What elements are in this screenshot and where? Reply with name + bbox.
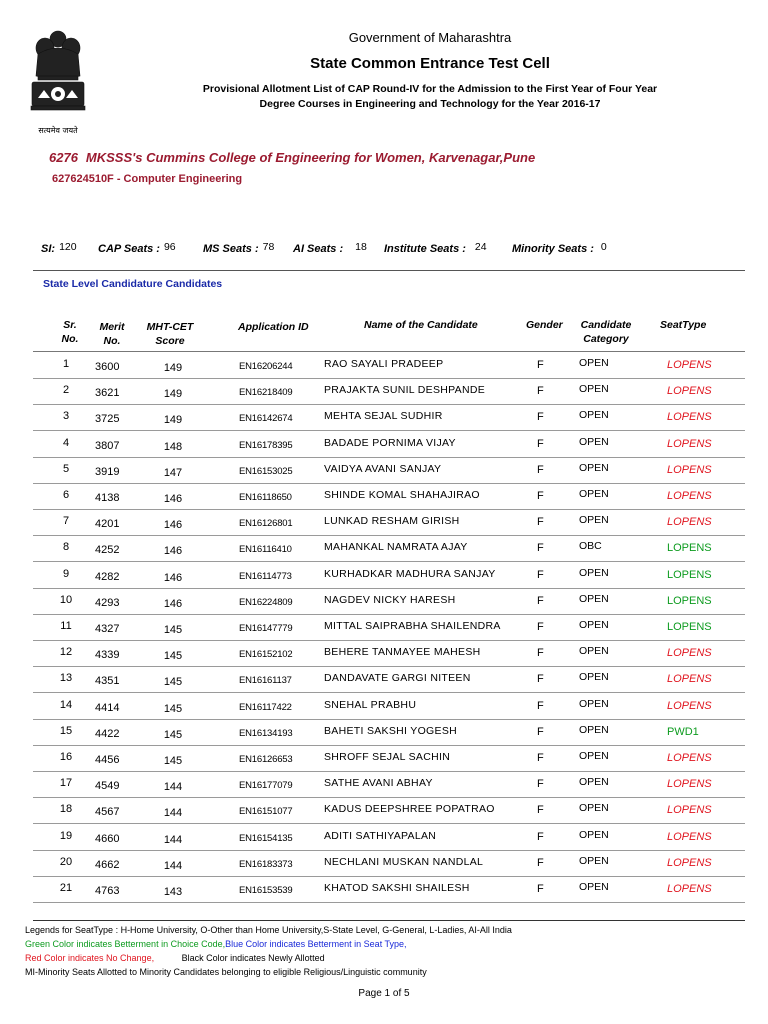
cell-name: NAGDEV NICKY HARESH — [324, 593, 456, 606]
cell-category: OBC — [579, 540, 602, 553]
cell-sr: 19 — [59, 829, 73, 842]
cell-gender: F — [537, 621, 544, 633]
cell-app: EN16161137 — [239, 675, 292, 687]
cell-app: EN16134193 — [239, 727, 293, 739]
cell-seat: LOPENS — [667, 856, 712, 869]
emblem-motto: सत्यमेव जयते — [38, 126, 78, 135]
cell-score: 148 — [163, 440, 183, 453]
cell-gender: F — [537, 385, 544, 398]
seats-ms — [203, 243, 274, 255]
table-row — [33, 641, 745, 667]
cell-merit: 4422 — [95, 727, 120, 740]
cell-score: 145 — [163, 676, 183, 689]
cell-name: RAO SAYALI PRADEEP — [324, 358, 444, 370]
cell-category: OPEN — [579, 488, 609, 500]
cell-category: OPEN — [579, 592, 609, 605]
cell-name: BEHERE TANMAYEE MAHESH — [324, 646, 481, 659]
cell-score: 146 — [163, 519, 183, 532]
college-heading — [49, 150, 535, 165]
cell-sr: 7 — [62, 515, 70, 528]
cell-category: OPEN — [579, 776, 609, 789]
course-heading: 627624510F - Computer Engineering — [52, 173, 243, 185]
cell-name: MITTAL SAIPRABHA SHAILENDRA — [324, 620, 501, 632]
cell-seat: LOPENS — [667, 516, 712, 529]
cell-score: 146 — [163, 571, 183, 584]
cell-merit: 3725 — [95, 413, 120, 426]
cell-app: EN16126653 — [239, 754, 293, 765]
seats-value: 18 — [355, 241, 367, 253]
table-row — [33, 877, 745, 903]
cell-name: PRAJAKTA SUNIL DESHPANDE — [324, 384, 486, 397]
table-row — [33, 353, 745, 379]
cell-app: EN16117422 — [239, 701, 292, 713]
college-name: MKSSS's Cummins College of Engineering for Women, Karvenagar,Pune — [85, 150, 536, 165]
cell-seat: LOPENS — [667, 883, 712, 895]
seats-institute — [384, 243, 487, 255]
cell-gender: F — [537, 359, 544, 371]
table-row — [33, 589, 745, 615]
cell-app: EN16153025 — [239, 465, 293, 477]
cell-app: EN16218409 — [239, 387, 293, 399]
cell-seat: PWD1 — [667, 725, 699, 738]
seats-minority — [512, 243, 607, 255]
table-row — [33, 536, 745, 562]
cell-score: 146 — [163, 493, 183, 505]
cell-seat: LOPENS — [667, 542, 712, 555]
header-divider — [33, 351, 745, 352]
cell-gender: F — [537, 883, 544, 895]
table-row — [33, 615, 745, 641]
table-row — [33, 667, 745, 693]
legend-red: Red Color indicates No Change, — [25, 953, 155, 963]
cell-sr: 20 — [59, 855, 73, 868]
cell-merit: 4351 — [95, 675, 120, 688]
table-row — [33, 379, 745, 405]
cell-merit: 4763 — [95, 885, 120, 897]
cell-merit: 4138 — [95, 492, 120, 504]
cell-merit: 4567 — [95, 806, 120, 819]
table-row — [33, 432, 745, 458]
cell-merit: 4339 — [95, 649, 120, 662]
cell-seat: LOPENS — [667, 699, 712, 712]
cell-score: 145 — [163, 755, 183, 767]
legend-minority: MI-Minority Seats Allotted to Minority Candidates belonging to eligible Religious/Linguistic community — [25, 967, 427, 977]
cell-merit: 4252 — [95, 544, 120, 557]
cell-category: OPEN — [579, 697, 609, 710]
table-row — [33, 563, 745, 589]
legend-seat-type: Legends for SeatType : H-Home University, O-Other than Home University,S-State Level, G-General, L-Ladies, AI-All India — [25, 925, 512, 935]
cell-sr: 6 — [62, 489, 70, 501]
cell-score: 144 — [163, 807, 183, 820]
cell-score: 144 — [163, 833, 183, 846]
cell-sr: 16 — [59, 751, 73, 763]
cell-merit: 4327 — [95, 623, 120, 635]
cell-merit: 3621 — [95, 387, 120, 400]
cell-category: OPEN — [579, 566, 609, 579]
cell-name: SHINDE KOMAL SHAHAJIRAO — [324, 489, 480, 501]
cell-score: 146 — [163, 597, 183, 610]
cell-category: OPEN — [579, 409, 609, 422]
cell-gender: F — [537, 516, 544, 529]
cell-merit: 4201 — [95, 518, 120, 531]
cell-merit: 3919 — [95, 465, 120, 478]
cell-app: EN16206244 — [239, 361, 293, 372]
cell-category: OPEN — [579, 645, 609, 658]
seats-label: AI Seats : — [293, 243, 344, 255]
cell-seat: LOPENS — [667, 647, 712, 660]
cell-category: OPEN — [579, 802, 609, 815]
cell-sr: 17 — [59, 777, 73, 790]
cell-seat: LOPENS — [667, 490, 712, 502]
seats-value: 78 — [262, 241, 275, 253]
seats-value: 24 — [474, 241, 487, 253]
cell-gender: F — [537, 490, 544, 502]
cell-category: OPEN — [579, 723, 609, 736]
seats-label: SI: — [41, 243, 56, 255]
divider — [33, 270, 745, 271]
cell-name: BAHETI SAKSHI YOGESH — [324, 724, 458, 737]
cell-gender: F — [537, 725, 544, 738]
cell-seat: LOPENS — [667, 673, 712, 686]
cell-name: SATHE AVANI ABHAY — [324, 777, 433, 790]
cell-merit: 3807 — [95, 439, 120, 452]
cell-app: EN16151077 — [239, 806, 293, 818]
cell-app: EN16152102 — [239, 649, 293, 661]
cell-gender: F — [537, 804, 544, 817]
col-score: MHT-CET Score — [146, 321, 194, 347]
cell-gender: F — [537, 542, 544, 555]
cell-app: EN16126801 — [239, 518, 293, 530]
cell-sr: 3 — [62, 410, 70, 423]
cell-seat: LOPENS — [667, 411, 712, 424]
seats-value: 120 — [59, 241, 77, 253]
cell-category: OPEN — [579, 357, 609, 369]
cell-score: 149 — [163, 362, 183, 374]
cell-app: EN16147779 — [239, 623, 293, 634]
cell-gender: F — [537, 594, 544, 607]
cell-sr: 21 — [59, 882, 73, 894]
cell-merit: 4293 — [95, 596, 120, 609]
cell-seat: LOPENS — [667, 621, 712, 633]
cell-score: 144 — [163, 859, 183, 872]
cell-app: EN16154135 — [239, 832, 293, 844]
cell-score: 145 — [163, 624, 183, 636]
cell-merit: 3600 — [95, 361, 120, 373]
table-row — [33, 484, 745, 510]
col-application-id: Application ID — [238, 321, 309, 333]
cell-seat: LOPENS — [667, 830, 712, 843]
cell-score: 144 — [163, 781, 183, 794]
col-name: Name of the Candidate — [364, 319, 478, 331]
cell-name: ADITI SATHIYAPALAN — [324, 829, 437, 842]
table-row — [33, 510, 745, 536]
cell-seat: LOPENS — [667, 594, 712, 607]
cell-gender: F — [537, 463, 544, 476]
cell-gender: F — [537, 673, 544, 686]
seats-si — [41, 243, 77, 255]
cell-score: 145 — [163, 728, 183, 741]
legend-colors-2 — [25, 953, 325, 963]
cell-merit: 4549 — [95, 780, 120, 793]
table-row — [33, 851, 745, 877]
subtitle-line-2: Degree Courses in Engineering and Technology for the Year 2016-17 — [259, 98, 601, 110]
seats-ai — [293, 243, 367, 255]
cell-app: EN16178395 — [239, 439, 293, 451]
seats-value: 0 — [600, 241, 607, 253]
cell-score: 147 — [163, 466, 183, 479]
legend-green: Green Color indicates Betterment in Choice Code, — [25, 939, 226, 949]
cell-app: EN16142674 — [239, 413, 293, 425]
legend-black: Black Color indicates Newly Allotted — [181, 953, 325, 963]
cell-name: MEHTA SEJAL SUDHIR — [324, 410, 443, 423]
cell-sr: 15 — [59, 724, 73, 737]
cell-name: BADADE PORNIMA VIJAY — [324, 436, 456, 449]
col-seat-type: SeatType — [660, 319, 707, 331]
cell-sr: 5 — [62, 462, 70, 475]
state-emblem — [28, 24, 88, 136]
cell-category: OPEN — [579, 383, 609, 396]
cell-name: DANDAVATE GARGI NITEEN — [324, 672, 471, 685]
cell-merit: 4456 — [95, 754, 120, 766]
cell-gender: F — [537, 830, 544, 843]
cell-category: OPEN — [579, 514, 609, 527]
cell-gender: F — [537, 411, 544, 424]
cell-sr: 10 — [59, 593, 73, 606]
cell-merit: 4660 — [95, 832, 120, 845]
table-row — [33, 798, 745, 824]
table-row — [33, 772, 745, 798]
cell-name: SHROFF SEJAL SACHIN — [324, 751, 451, 763]
table-row — [33, 746, 745, 772]
cell-seat: LOPENS — [667, 568, 712, 581]
cell-category: OPEN — [579, 671, 609, 684]
seats-label: Minority Seats : — [512, 243, 594, 255]
cell-gender: F — [537, 752, 544, 764]
cell-score: 149 — [163, 414, 183, 427]
cell-name: KURHADKAR MADHURA SANJAY — [324, 567, 496, 580]
footer-divider — [33, 920, 745, 921]
seats-label: CAP Seats : — [98, 243, 160, 255]
cell-score: 145 — [163, 702, 183, 715]
cell-category: OPEN — [579, 881, 609, 893]
cell-sr: 13 — [59, 672, 73, 685]
table-row — [33, 405, 745, 431]
cell-sr: 12 — [59, 646, 73, 659]
cell-seat: LOPENS — [667, 359, 712, 371]
col-category: Candidate Category — [580, 319, 632, 345]
col-sr: Sr. No. — [61, 319, 79, 345]
table-row — [33, 694, 745, 720]
cell-app: EN16224809 — [239, 596, 293, 608]
cell-name: LUNKAD RESHAM GIRISH — [324, 515, 460, 528]
seats-cap — [98, 243, 176, 255]
cell-sr: 4 — [62, 436, 70, 449]
table-row — [33, 825, 745, 851]
col-gender: Gender — [526, 319, 563, 331]
cell-app: EN16183373 — [239, 858, 293, 870]
cell-category: OPEN — [579, 619, 609, 631]
cell-sr: 14 — [59, 698, 73, 711]
cell-app: EN16116410 — [239, 544, 292, 556]
seats-value: 96 — [163, 241, 176, 253]
cell-category: OPEN — [579, 461, 609, 474]
cell-sr: 18 — [59, 803, 73, 816]
cell-score: 149 — [163, 388, 183, 401]
cell-score: 143 — [163, 886, 183, 898]
cell-name: NECHLANI MUSKAN NANDLAL — [324, 855, 484, 868]
cell-category: OPEN — [579, 750, 609, 762]
college-code: 6276 — [49, 150, 78, 165]
cell-sr: 8 — [62, 541, 70, 554]
cell-score: 146 — [163, 545, 183, 558]
cell-merit: 4414 — [95, 701, 120, 714]
cell-gender: F — [537, 437, 544, 450]
seats-label: Institute Seats : — [384, 243, 466, 255]
cell-app: EN16114773 — [239, 570, 292, 582]
lion-capital-icon — [28, 24, 88, 124]
cell-merit: 4662 — [95, 858, 120, 871]
cell-name: KHATOD SAKSHI SHAILESH — [324, 882, 470, 894]
cell-category: OPEN — [579, 854, 609, 867]
cell-gender: F — [537, 778, 544, 791]
cell-gender: F — [537, 856, 544, 869]
cell-seat: LOPENS — [667, 804, 712, 817]
cell-sr: 2 — [62, 384, 70, 397]
cell-seat: LOPENS — [667, 385, 712, 398]
cell-seat: LOPENS — [667, 778, 712, 791]
cell-gender: F — [537, 568, 544, 581]
cell-app: EN16177079 — [239, 780, 293, 792]
cell-sr: 11 — [60, 620, 72, 632]
subtitle-line-1: Provisional Allotment List of CAP Round-IV for the Admission to the First Year of Four Year — [202, 83, 658, 95]
cell-category: OPEN — [579, 435, 609, 448]
cell-app: EN16153539 — [239, 885, 293, 896]
cell-category: OPEN — [579, 828, 609, 841]
table-row — [33, 720, 745, 746]
government-title: Government of Maharashtra — [348, 30, 512, 45]
cell-name: MAHANKAL NAMRATA AJAY — [324, 541, 468, 554]
cell-seat: LOPENS — [667, 437, 712, 450]
cell-seat: LOPENS — [667, 463, 712, 476]
cell-name: VAIDYA AVANI SANJAY — [324, 462, 442, 475]
legend-blue: Blue Color indicates Betterment in Seat Type, — [225, 939, 407, 949]
cell-app: EN16118650 — [239, 492, 292, 503]
cell-sr: 9 — [62, 567, 70, 580]
cell-merit: 4282 — [95, 570, 120, 583]
seats-label: MS Seats : — [203, 243, 259, 255]
cell-name: KADUS DEEPSHREE POPATRAO — [324, 803, 495, 816]
legend-colors — [25, 939, 407, 949]
cell-gender: F — [537, 699, 544, 712]
cell-title: State Common Entrance Test Cell — [310, 55, 550, 72]
section-title: State Level Candidature Candidates — [43, 278, 223, 290]
cell-name: SNEHAL PRABHU — [324, 698, 417, 711]
col-merit: Merit No. — [99, 321, 125, 347]
cell-sr: 1 — [62, 358, 70, 370]
cell-seat: LOPENS — [667, 752, 712, 764]
cell-score: 145 — [163, 650, 183, 663]
cell-gender: F — [537, 647, 544, 660]
page-number: Page 1 of 5 — [358, 988, 410, 999]
table-row — [33, 458, 745, 484]
